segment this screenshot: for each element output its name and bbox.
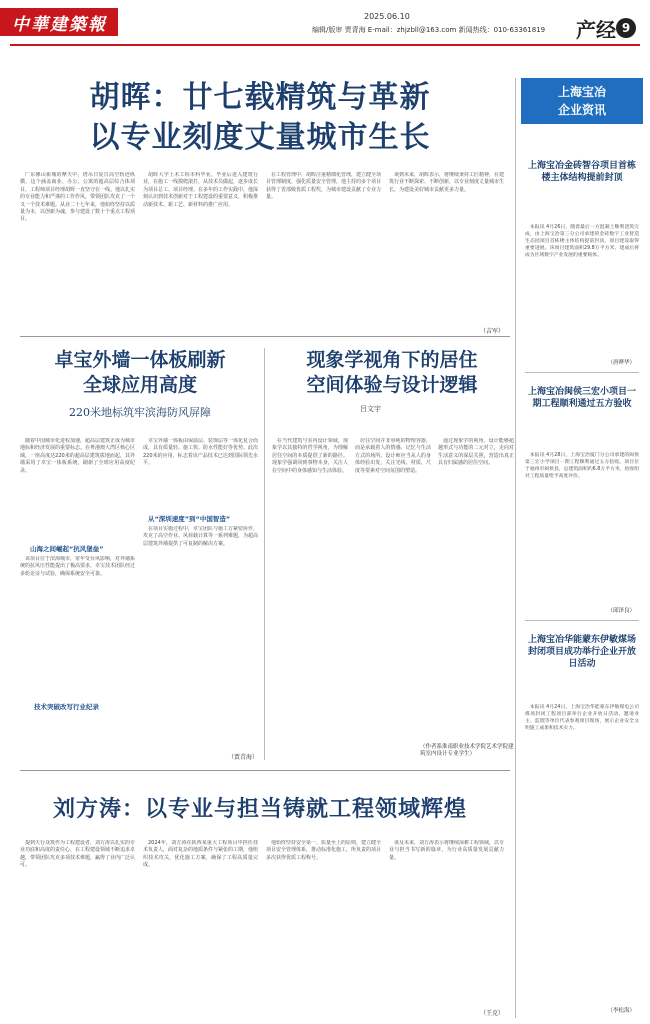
- article1-bottom-rule: [20, 336, 510, 337]
- sidebar-item3-byline: （李松海）: [607, 1008, 635, 1014]
- section-name: 产经: [576, 18, 616, 42]
- column-divider: [264, 348, 265, 760]
- article3-title-line1: 现象学视角下的居住: [306, 349, 478, 371]
- sidebar-item1-text: 本报讯 4月26日，随着最后一方混凝土顺利浇筑完成，由上海宝冶第三分公司承建的金砖数字工业智造生态园项目首栋楼主体结构提前封顶，项目建设取得重要进展。该项目建筑面积29.8万平方米，建成后将成为区域数字产业发展的重要载体。: [525, 225, 639, 258]
- article2-subhead2: 技术突破改写行业纪录: [34, 703, 99, 711]
- article2-col1b: 该项目位于滨海城市，常年受台风影响，对外墙系统的抗风压性能提出了极高要求。卓宝技术团队经过多轮论证与试验，确保系统安全可靠。: [20, 556, 135, 577]
- article1-title-line2: 以专业刻度丈量城市生长: [89, 120, 431, 155]
- article2-title-line2: 全球应用高度: [82, 374, 197, 396]
- sidebar-rule-1: [525, 372, 639, 373]
- article4-col2: 2024年，刘方涛在陕西某重大工程项目中担任技术负责人，面对复杂的地质条件与紧张的工期，他组织技术攻关，优化施工方案，确保了工程高质量完成。: [143, 840, 258, 869]
- article2-subtitle: 220米地标筑牢滨海防风屏障: [69, 406, 211, 419]
- sidebar-item3-title: 上海宝冶华能蒙东伊敏煤场封闭项目成功举行企业开放日活动: [527, 635, 636, 669]
- article1-title-line1: 胡晖：廿七载精筑与革新: [89, 80, 431, 115]
- article3-bottom-rule: [20, 770, 510, 771]
- issue-date: 2025.06.10: [364, 12, 410, 21]
- article2-col2b: 在项目实施过程中，卓宝团队与施工方紧密协作，攻克了高空作业、风荷载计算等一系列难题，为超高层建筑外墙提供了可复制的解决方案。: [143, 526, 258, 547]
- sidebar-item2-byline: （邱泽良）: [607, 608, 635, 614]
- article4-col3: 他始终坚持安全第一、质量至上的原则，建立健全项目安全管理体系，推动标准化施工，所负责的项目多次获得优质工程称号。: [266, 840, 381, 861]
- sidebar-banner-line2: 企业资讯: [557, 103, 606, 117]
- sidebar-rule-2: [525, 620, 639, 621]
- article1-col1: 广东佛山新城的摩天中，塔吊日复日高空轨迹纵横，这个涵盖商业、办公、公寓的超高层综合体项目，工程师项目经理胡晖一直坚守在一线。他以扎实的专业能力和严谨的工作作风，带领团队攻克了一个又一个技术难题。从业二十七年来，他始终坚持以质量为本，以创新为魂，参与建设了数十个重点工程项目。: [20, 172, 135, 223]
- article2-subhead1: 山海之间崛起“抗风堡垒”: [30, 545, 104, 553]
- sidebar-banner-line1: 上海宝冶: [557, 85, 606, 99]
- article2-headline: [20, 348, 260, 398]
- masthead: [0, 0, 650, 46]
- sidebar: [521, 78, 643, 1018]
- article2-byline: （贾青海）: [228, 754, 259, 761]
- sidebar-item1-byline: （唐晔华）: [607, 360, 635, 366]
- sidebar-item3-text: 本报讯 4月24日，上海宝冶华能蒙东伊敏煤电公司煤场封闭工程项目部举行企业开放日活动，邀请业主、监理等单位代表参观项目现场，展示企业安全文明施工成果和技术实力。: [525, 705, 639, 731]
- article2-col1: 随着中国城市化进程加速，超高层建筑正成为城市地标和经济发展的重要标志。在粤港澳大湾区核心区域，一座高度达220米的超高层建筑拔地而起，其外墙采用了卓宝一体板系统，刷新了全球应用高度纪录。: [20, 438, 135, 474]
- article4-headline: 刘方涛：以专业与担当铸就工程领域辉煌: [52, 797, 467, 822]
- article3-footnote: （作者系淮南职业技术学院艺术学院建筑室内设计专业学生）: [420, 744, 514, 757]
- article3-title-line2: 空间体验与设计逻辑: [306, 374, 478, 396]
- article1-headline: [40, 78, 480, 158]
- article1-byline: （吉军）: [480, 328, 505, 335]
- article4-byline: （王克）: [480, 1010, 505, 1017]
- article2-col2: 卓宝外墙一体板由保温层、装饰层等一体化复合而成，具有质量轻、施工快、防水性能好等优势。此次220米的应用，标志着该产品技术已达到国际领先水平。: [143, 438, 258, 467]
- newspaper-logo: 中華建築報: [12, 15, 107, 35]
- sidebar-item1-title: 上海宝冶金砖智谷项目首栋楼主体结构提前封顶: [527, 161, 636, 183]
- article3-col3: 通过现象学的视角，设计能够超越形式与功能的二元对立，走向对生活意义的深层关照，营造出真正具有归属感的居住空间。: [438, 438, 514, 467]
- article2-title-line1: 卓宝外墙一体板刷新: [54, 349, 226, 371]
- article1-col3: 在工程管理中，胡晖注重精细化管理，建立健全项目管理制度，强化质量安全管理。他主持的多个项目获得了省部级优质工程奖，为城市建设贡献了专业力量。: [266, 172, 381, 201]
- article3-author: 吕文宇: [360, 405, 381, 413]
- sidebar-item2-text: 本报讯 4月28日，上海宝冶厦门分公司承建的闽侯第三宏小学项目一期工程顺利通过五方验收。项目位于福州市闽侯县，总建筑面积约6.8万平方米，验收组对工程质量给予高度评价。: [525, 453, 639, 479]
- article4-col4: 谈及未来，刘方涛表示将继续深耕工程领域，以专业与担当书写新的篇章，为行业高质量发展贡献力量。: [389, 840, 504, 861]
- sidebar-banner: [521, 78, 643, 124]
- article3-col1: 在当代建筑与室内设计领域，现象学以其独特的哲学视角，为理解居住空间的本质提供了新的路径。现象学强调回到事物本身，关注人在空间中的身体感知与生活体验。: [272, 438, 348, 474]
- sidebar-item2-title: 上海宝冶闽侯三宏小项目一期工程顺利通过五方验收: [527, 387, 636, 409]
- article2-subhead3: 从“深圳速度”到“中国智造”: [148, 515, 231, 523]
- article3-headline: [272, 348, 512, 398]
- article4-col1: 提到天行众筑作为工程建设者，刘方涛以扎实的专业功底和高度的责任心，在工程建设领域不断追求卓越，带领团队攻克多项技术难题，赢得了业内广泛认可。: [20, 840, 135, 869]
- article1-col4: 谈到未来，胡晖表示，将继续秉持工匠精神，在建筑行业不断探索、不断创新，以专业刻度丈量城市生长，为建设美好城市贡献更多力量。: [389, 172, 504, 193]
- editor-info: 编辑/版审 贾青海 E-mail：zhjzbll@163.com 新闻热线：010-63361819: [312, 26, 546, 34]
- sidebar-divider: [515, 78, 516, 1018]
- article3-col2: 居住空间并非单纯的物理容器，而是承载着人的情感、记忆与生活方式的场所。设计师应当从人的身体经验出发，关注光线、材质、尺度等要素对空间氛围的塑造。: [355, 438, 431, 474]
- article1-col2: 胡晖大学土木工程本科毕业，毕业后进入建筑行业，在施工一线摸爬滚打，从技术员做起，逐步成长为项目总工、项目经理。在多年的工作实践中，他深刻认识到技术创新对于工程建设的重要意义，积极推动新技术、新工艺、新材料的推广应用。: [143, 172, 258, 208]
- masthead-rule: [10, 44, 640, 46]
- page-number: 9: [616, 18, 636, 38]
